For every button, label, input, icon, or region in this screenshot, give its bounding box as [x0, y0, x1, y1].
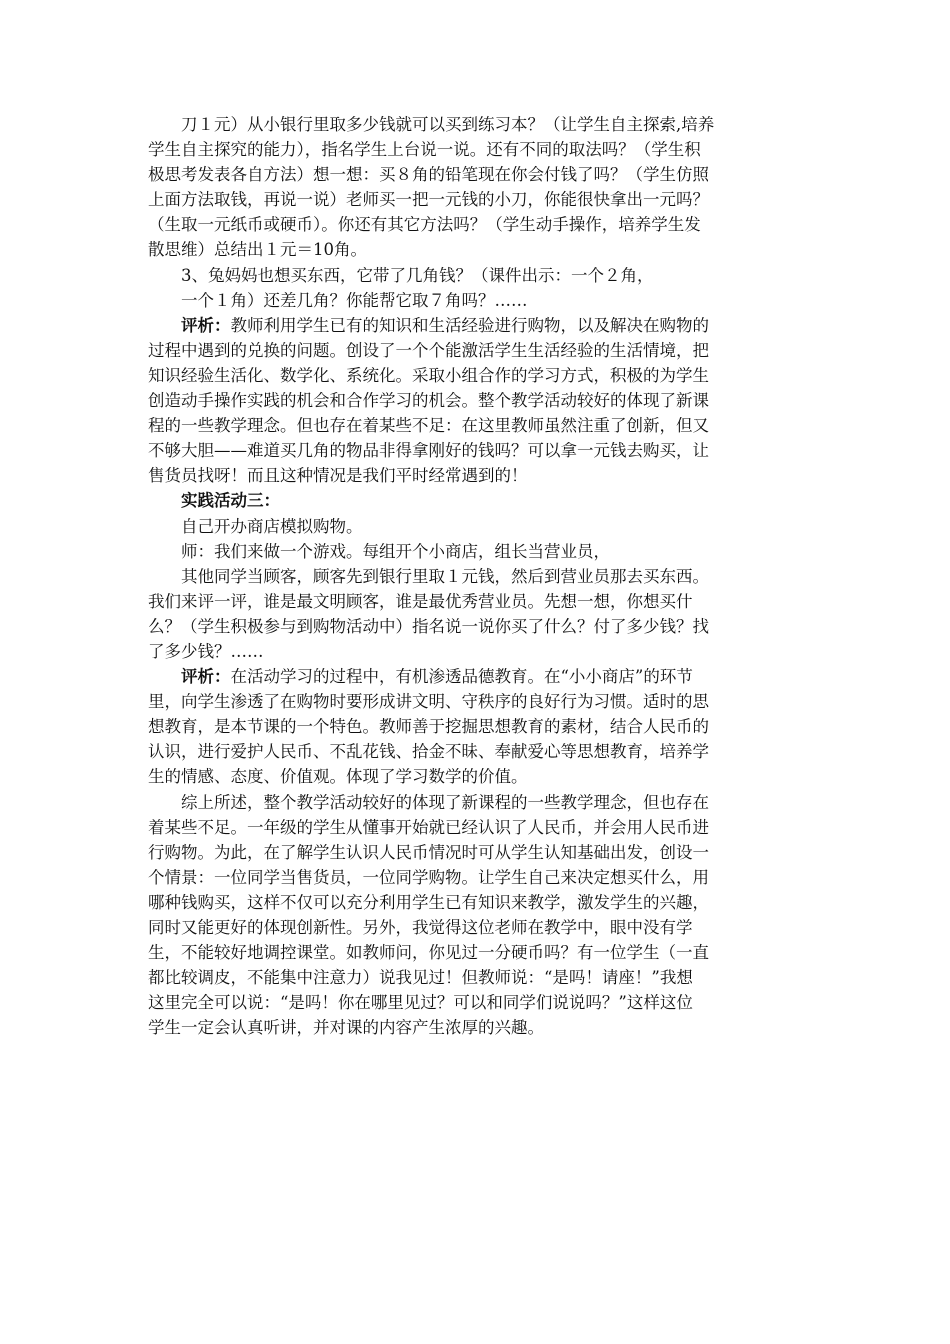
text-line: 知识经验生活化、数学化、系统化。采取小组合作的学习方式，积极的为学生: [148, 365, 709, 385]
text-line: 极思考发表各自方法）想一想：买８角的铅笔现在你会付钱了吗？（学生仿照: [148, 165, 709, 185]
text-line: 同时又能更好的体现创新性。另外，我觉得这位老师在教学中，眼中没有学: [148, 918, 693, 937]
paragraph-money-exchange: [148, 112, 808, 263]
text-line: 不够大胆——难道买几角的物品非得拿刚好的钱吗？可以拿一元钱去购买，让: [148, 441, 709, 461]
text-line: 想教育，是本节课的一个特色。教师善于挖掘思想教育的素材，结合人民币的: [148, 717, 709, 737]
text-line: 其他同学当顾客，顾客先到银行里取１元钱，然后到营业员那去买东西。: [181, 566, 709, 586]
paragraph-open-shop: 自己开办商店模拟购物。: [181, 516, 363, 536]
text-line: 认识，进行爱护人民币、不乱花钱、拾金不昧、奉献爱心等思想教育，培养学: [148, 742, 709, 762]
text-line: 程的一些教学理念。但也存在着某些不足：在这里教师虽然注重了创新，但又: [148, 416, 709, 436]
text-line: 里，向学生渗透了在购物时要形成讲文明、守秩序的良好行为习惯。适时的思: [148, 692, 709, 712]
text-line: 个情景：一位同学当售货员，一位同学购物。让学生自己来决定想买什么，用: [148, 867, 709, 887]
text-line: 学生自主探究的能力），指名学生上台说一说。还有不同的取法吗？（学生积: [148, 140, 701, 160]
text-line: 生的情感、态度、价值观。体现了学习数学的价值。: [148, 767, 528, 787]
section-heading-practice-3: 实践活动三：: [181, 491, 280, 511]
text-line: 教师利用学生已有的知识和生活经验进行购物，以及解决在购物的: [230, 315, 709, 335]
analysis-label: 评析：: [181, 667, 231, 687]
text-line: 创造动手操作实践的机会和合作学习的机会。整个教学活动较好的体现了新课: [148, 391, 709, 411]
paragraph-shopping-game: [148, 564, 808, 664]
text-line: 刀１元）从小银行里取多少钱就可以买到练习本？（让学生自主探索,培养: [181, 115, 715, 134]
paragraph-teacher-game: 师：我们来做一个游戏。每组开个小商店，组长当营业员，: [181, 541, 610, 561]
text-line: 过程中遇到的兑换的问题。创设了一个个能激活学生生活经验的生活情境，把: [148, 340, 709, 360]
text-line: 综上所述，整个教学活动较好的体现了新课程的一些教学理念，但也存在: [181, 792, 709, 812]
text-line: 我们来评一评，谁是最文明顾客，谁是最优秀营业员。先想一想，你想买什: [148, 591, 693, 611]
paragraph-analysis-2: [148, 664, 808, 789]
document-page: [148, 112, 808, 1040]
text-line: 散思维）总结出１元＝10角。: [148, 240, 367, 260]
text-line: 着某些不足。一年级的学生从懂事开始就已经认识了人民币，并会用人民币进: [148, 817, 709, 837]
text-line: 上面方法取钱，再说一说）老师买一把一元钱的小刀，你能很快拿出一元吗？: [148, 190, 709, 210]
text-line: 生，不能较好地调控课堂。如教师问，你见过一分硬币吗？有一位学生（一直: [148, 943, 709, 963]
text-line: 这里完全可以说：“是吗！你在哪里见过？可以和同学们说说吗？”这样这位: [148, 993, 693, 1013]
text-line: 都比较调皮，不能集中注意力）说我见过！但教师说：“是吗！请座！”我想: [148, 968, 693, 988]
text-line: 行购物。为此，在了解学生认识人民币情况时可从学生认知基础出发，创设一: [148, 842, 709, 862]
paragraph-summary: [148, 790, 808, 1041]
text-line: （生取一元纸币或硬币）。你还有其它方法吗？（学生动手操作，培养学生发: [148, 215, 701, 235]
text-line: 么？（学生积极参与到购物活动中）指名说一说你买了什么？付了多少钱？找: [148, 616, 709, 636]
text-line: 在活动学习的过程中，有机渗透品德教育。在“小小商店”的环节: [230, 667, 693, 687]
text-line: 了多少钱？……: [148, 641, 264, 661]
paragraph-analysis-1: [148, 313, 808, 489]
analysis-label: 评析：: [181, 315, 231, 335]
text-line: 售货员找呀！而且这种情况是我们平时经常遇到的！: [148, 466, 528, 486]
text-line: 学生一定会认真听讲，并对课的内容产生浓厚的兴趣。: [148, 1018, 544, 1038]
text-line: 3、兔妈妈也想买东西，它带了几角钱？（课件出示：一个２角，: [181, 265, 654, 285]
text-line: 哪种钱购买，这样不仅可以充分利用学生已有知识来教学，激发学生的兴趣，: [148, 892, 709, 912]
paragraph-rabbit-mother: [148, 263, 808, 313]
text-line: 一个１角）还差几角？你能帮它取７角吗？……: [181, 290, 528, 310]
